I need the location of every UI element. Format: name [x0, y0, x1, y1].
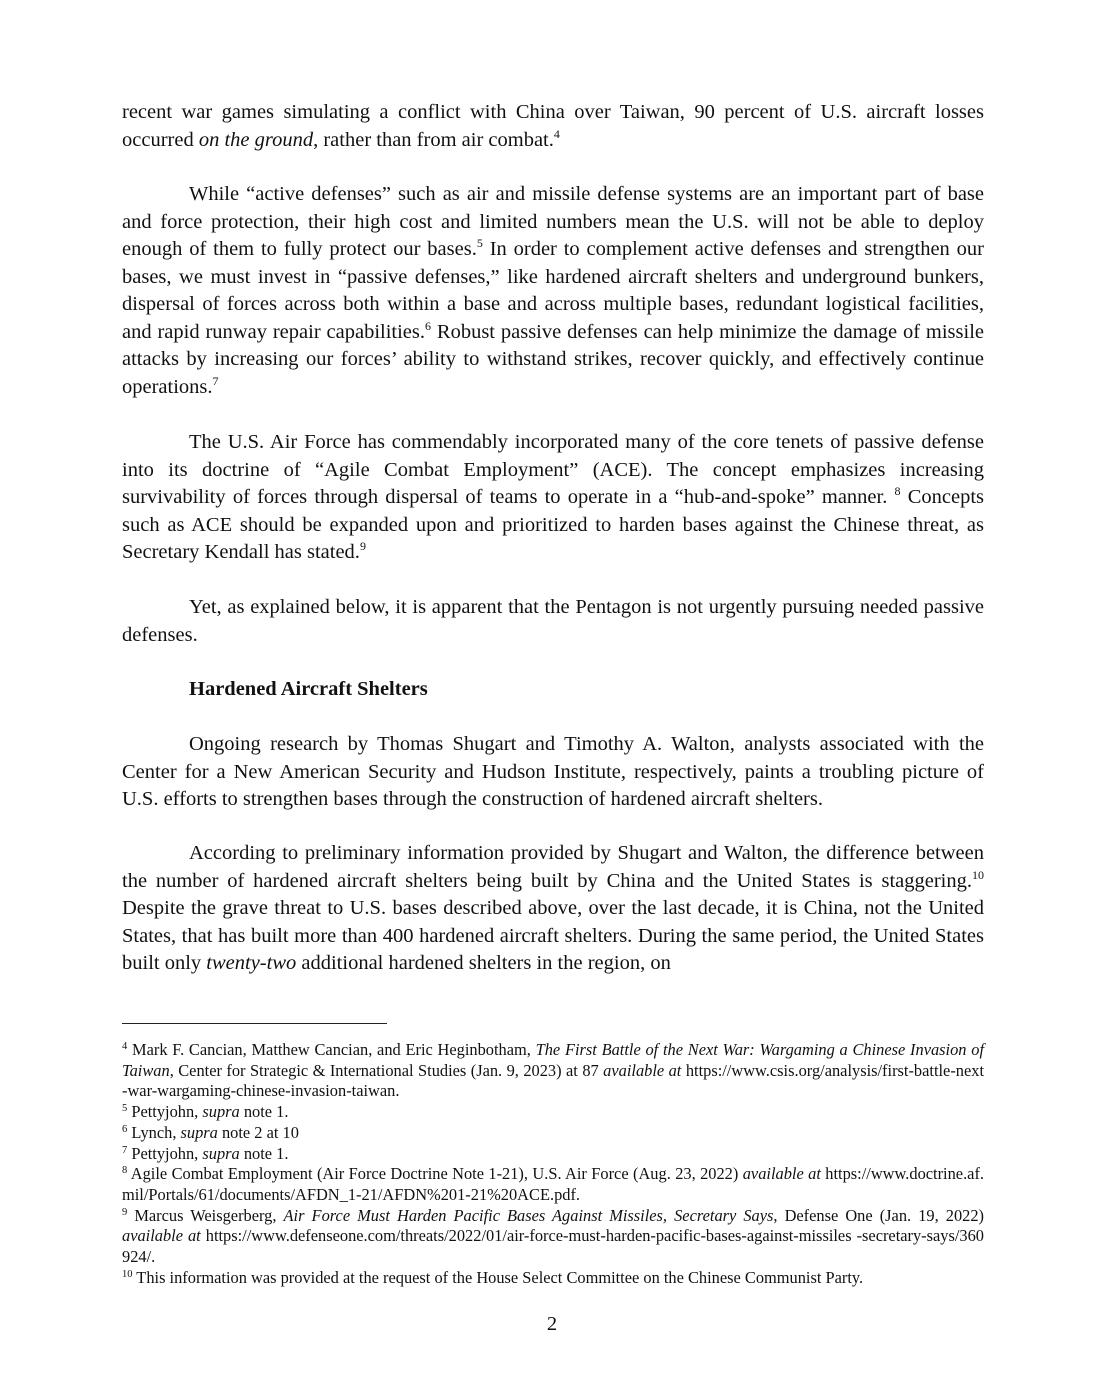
- text-run: , Center for Strategic & International Studies (Jan. 9, 2023) at 87: [169, 1060, 604, 1080]
- text-run: recent war games simulating a conflict with China over Taiwan, 90 percent of U.S. aircraft losses occurred: [122, 101, 984, 151]
- emphasis-text: available at: [122, 1226, 201, 1246]
- emphasis-text: available at: [603, 1060, 682, 1080]
- footnote-9: [122, 1206, 984, 1268]
- text-run: Pettyjohn,: [127, 1102, 203, 1122]
- text-run: Mark F. Cancian, Matthew Cancian, and Eric Heginbotham,: [127, 1040, 536, 1059]
- paragraph-research: [122, 731, 984, 814]
- text-run: Ongoing research by Thomas Shugart and Timothy A. Walton, analysts associated with the Center for a New American Security and Hudson Institute, respectively, paints a troubling picture of U.S. efforts to strengthen bases through the construction of hardened aircraft shelters.: [122, 733, 984, 810]
- citation-url[interactable]: https://www.defenseone.com/threats/2022/01/air-force-must-harden-pacific-bases-against-missiles -secretary-says/360924/.: [122, 1226, 985, 1267]
- emphasis-text: on the ground: [198, 128, 314, 151]
- footnote-ref[interactable]: 6: [425, 318, 432, 333]
- footnote-ref[interactable]: 4: [553, 126, 560, 141]
- footnote-4: [122, 1040, 984, 1102]
- citation-title: The First Battle of the Next War: Wargaming a Chinese Invasion of Taiwan: [122, 1040, 984, 1080]
- footnote-number: 5: [122, 1103, 128, 1115]
- footnote-5: [122, 1102, 984, 1123]
- footnote-10: [122, 1268, 984, 1289]
- text-run: Pettyjohn,: [127, 1143, 203, 1163]
- citation-title: Air Force Must Harden Pacific Bases Against Missiles, Secretary Says: [283, 1205, 774, 1225]
- text-run: note 1.: [239, 1143, 289, 1163]
- text-run: According to preliminary information provided by Shugart and Walton, the difference between the number of hardened aircraft shelters being built by China and the United States is staggering.: [122, 842, 984, 892]
- text-run: Despite the grave threat to U.S. bases described above, over the last decade, it is China, not the United States, that has built more than 400 hardened aircraft shelters. During the same period, the United States built only: [122, 897, 984, 974]
- footnote-separator: [122, 1023, 387, 1024]
- paragraph-pentagon: [122, 594, 984, 649]
- emphasis-text: supra: [180, 1122, 218, 1142]
- citation-url[interactable]: https://www.doctrine.af.mil/Portals/61/documents/AFDN_1-21/AFDN%201-21%20ACE.pdf.: [122, 1164, 985, 1204]
- text-run: Robust passive defenses can help minimize the damage of missile attacks by increasing our forces’ ability to withstand strikes, recover quickly, and effectively continue operations.: [122, 320, 984, 398]
- footnote-number: 10: [122, 1268, 133, 1280]
- footnote-number: 7: [122, 1144, 128, 1156]
- emphasis-text: twenty-two: [206, 952, 297, 974]
- text-run: note 2 at 10: [217, 1122, 299, 1142]
- page-number: 2: [546, 1313, 558, 1335]
- paragraph-active-defenses: [122, 181, 984, 401]
- emphasis-text: available at: [742, 1164, 821, 1184]
- paragraph-shelters: [122, 840, 984, 978]
- text-run: Agile Combat Employment (Air Force Doctrine Note 1-21), U.S. Air Force (Aug. 23, 2022): [127, 1164, 743, 1184]
- footnote-number: 9: [122, 1206, 128, 1218]
- footnote-ref[interactable]: 8: [894, 484, 901, 498]
- text-run: Concepts such as ACE should be expanded upon and prioritized to harden bases against the Chinese threat, as Secretary Kendall has stated.: [122, 486, 985, 563]
- emphasis-text: supra: [202, 1102, 240, 1122]
- citation-url[interactable]: https://www.csis.org/analysis/first-battle-next-war-wargaming-chinese-invasion-taiwan.: [122, 1060, 985, 1101]
- text-run: , Defense One (Jan. 19, 2022): [773, 1205, 984, 1225]
- text-run: In order to complement active defenses and strengthen our bases, we must invest in “passive defenses,” like hardened aircraft shelters and underground bunkers, dispersal of forces across both within a base and across multiple bases, redundant logistical facilities, and rapid runway repair capabilities.: [122, 238, 984, 343]
- footnote-8: [122, 1164, 984, 1205]
- text-run: Yet, as explained below, it is apparent that the Pentagon is not urgently pursuing needed passive defenses.: [122, 596, 984, 646]
- text-run: , rather than from air combat.: [313, 128, 554, 151]
- footnote-number: 4: [122, 1041, 128, 1052]
- footnotes: [122, 1040, 984, 1288]
- text-run: note 1.: [239, 1102, 289, 1122]
- paragraph-ace: [122, 429, 984, 567]
- text-run: While “active defenses” such as air and missile defense systems are an important part of base and force protection, their high cost and limited numbers mean the U.S. will not be able to deploy enough of them to fully protect our bases.: [122, 183, 984, 260]
- footnote-7: [122, 1144, 984, 1165]
- footnote-6: [122, 1123, 984, 1144]
- text-run: This information was provided at the request of the House Select Committee on the Chinese Communist Party.: [132, 1267, 864, 1287]
- emphasis-text: supra: [202, 1143, 240, 1163]
- footnote-ref[interactable]: 5: [476, 236, 483, 250]
- section-heading: [122, 676, 984, 704]
- paragraph-continuation: [122, 99, 984, 154]
- text-run: The U.S. Air Force has commendably incorporated many of the core tenets of passive defense into its doctrine of “Agile Combat Employment” (ACE). The concept emphasizes increasing survivability of forces through dispersal of teams to operate in a “hub-and-spoke” manner.: [122, 431, 984, 508]
- footnote-ref[interactable]: 9: [359, 539, 366, 553]
- text-run: additional hardened shelters in the region, on: [296, 952, 671, 974]
- footnote-ref[interactable]: 7: [212, 373, 219, 388]
- text-run: Marcus Weisgerberg,: [127, 1205, 284, 1225]
- text-run: Lynch,: [127, 1122, 181, 1142]
- footnote-number: 6: [122, 1123, 128, 1135]
- footnote-ref[interactable]: 10: [972, 867, 984, 882]
- footnote-number: 8: [122, 1165, 128, 1177]
- heading-text: Hardened Aircraft Shelters: [189, 678, 428, 700]
